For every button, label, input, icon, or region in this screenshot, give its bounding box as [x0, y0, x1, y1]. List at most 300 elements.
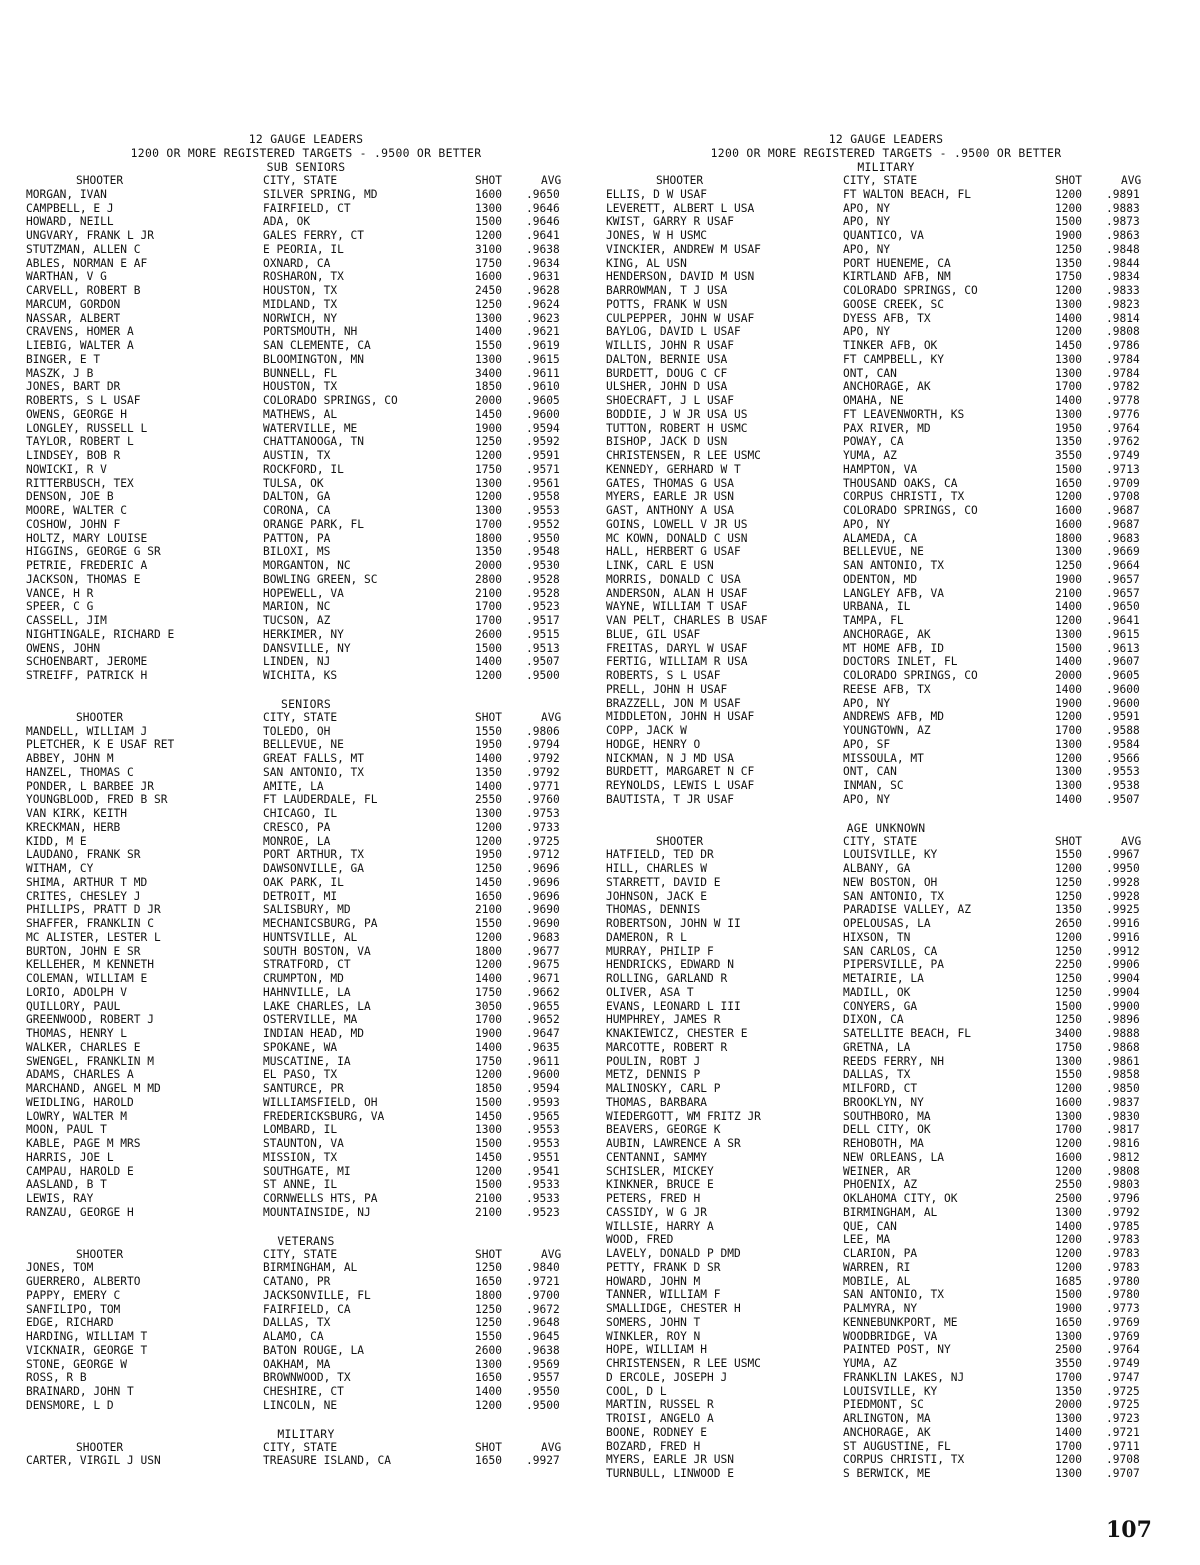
shot-count: 1200: [475, 958, 502, 972]
shooter-name: MYERS, EARLE JR USN: [606, 490, 734, 504]
average: .9550: [526, 1385, 560, 1398]
shooter-name: MARCUM, GORDON: [26, 297, 121, 311]
table-row: [26, 1206, 586, 1220]
table-row: [26, 1110, 586, 1124]
average: .9712: [526, 848, 560, 862]
city-state: ANDREWS AFB, MD: [843, 710, 945, 724]
city-state: LOUISVILLE, KY: [843, 848, 938, 862]
table-row: [606, 518, 1166, 532]
avg-header: AVG: [1121, 834, 1142, 848]
shooter-name: LEVERETT, ALBERT L USA: [606, 201, 755, 215]
shot-count: 1350: [1055, 903, 1082, 917]
city-state: SALISBURY, MD: [263, 903, 351, 917]
average: .9541: [526, 1164, 560, 1178]
shooter-name: WINKLER, ROY N: [606, 1329, 701, 1343]
city-state: BUNNELL, FL: [263, 366, 338, 380]
shooter-name: ANDERSON, ALAN H USAF: [606, 586, 748, 600]
city-state: NORWICH, NY: [263, 311, 338, 325]
average: .9967: [1106, 848, 1140, 862]
average: .9631: [526, 270, 560, 284]
table-row: [606, 1151, 1166, 1165]
shot-count: 1600: [1055, 517, 1082, 531]
city-state: LOMBARD, IL: [263, 1123, 338, 1137]
shot-count: 1200: [1055, 1453, 1082, 1467]
average: .9696: [526, 889, 560, 903]
average: .9646: [526, 215, 560, 229]
city-state: SAN ANTONIO, TX: [843, 559, 945, 572]
table-row: [606, 683, 1166, 697]
city-state: SAN ANTONIO, TX: [843, 1288, 945, 1302]
table-row: [26, 1275, 586, 1289]
shooter-name: JOHNSON, JACK E: [606, 889, 708, 903]
shot-count: 1900: [1055, 572, 1082, 586]
city-state-header: CITY, STATE: [263, 1247, 338, 1261]
shooter-name: ROSS, R B: [26, 1371, 87, 1385]
table-row: [606, 188, 1166, 202]
shot-count: 1550: [1055, 1068, 1082, 1082]
city-state-header: CITY, STATE: [263, 1440, 338, 1454]
city-state: FAIRFIELD, CA: [263, 1302, 351, 1316]
left-column: [26, 132, 586, 1468]
average: .9623: [526, 311, 560, 325]
average: .9927: [526, 1454, 560, 1468]
shooter-name: DALTON, BERNIE USA: [606, 352, 728, 366]
city-state: POWAY, CA: [843, 435, 904, 449]
average: .9769: [1106, 1329, 1140, 1343]
table-row: [26, 1344, 586, 1358]
table-row: [606, 353, 1166, 367]
city-state: DAWSONVILLE, GA: [263, 862, 365, 875]
city-state: MISSION, TX: [263, 1150, 338, 1164]
shot-count: 1700: [1055, 1123, 1082, 1137]
shooter-name: METZ, DENNIS P: [606, 1068, 701, 1082]
shot-count: 1400: [475, 325, 502, 339]
shot-count: 1450: [475, 875, 502, 889]
table-row: [26, 1399, 586, 1413]
city-state: APO, NY: [843, 325, 891, 339]
shot-count: 1400: [475, 972, 502, 985]
city-state: FT LEAVENWORTH, KS: [843, 407, 965, 421]
shot-count: 1850: [475, 1082, 502, 1095]
table-row: [606, 270, 1166, 284]
city-state: OSTERVILLE, MA: [263, 1013, 358, 1027]
average: .9786: [1106, 339, 1140, 352]
shot-count: 1250: [1055, 242, 1082, 256]
city-state: FT CAMPBELL, KY: [843, 352, 945, 366]
shot-count: 3550: [1055, 1357, 1082, 1370]
shot-count: 2500: [1055, 1192, 1082, 1205]
table-row: [26, 422, 586, 436]
shooter-name: LONGLEY, RUSSELL L: [26, 421, 148, 435]
shot-count: 1500: [1055, 462, 1082, 476]
shooter-name: HATFIELD, TED DR: [606, 848, 714, 862]
shooter-name: BARROWMAN, T J USA: [606, 284, 728, 297]
shooter-name: BISHOP, JACK D USN: [606, 435, 728, 449]
average: .9646: [526, 201, 560, 215]
shot-count: 1350: [475, 765, 502, 779]
table-row: [26, 931, 586, 945]
city-state: SPOKANE, WA: [263, 1040, 338, 1054]
shot-count: 2550: [1055, 1178, 1082, 1192]
average: .9725: [1106, 1398, 1140, 1412]
shot-count: 1200: [475, 669, 502, 682]
shot-count: 1550: [475, 917, 502, 930]
table-row: [26, 986, 586, 1000]
city-state: OAK PARK, IL: [263, 875, 344, 889]
table-row: [26, 1041, 586, 1055]
city-state: LOUISVILLE, KY: [843, 1384, 938, 1398]
shooter-name: PONDER, L BARBEE JR: [26, 779, 154, 793]
table-row: [606, 243, 1166, 257]
shot-count: 1550: [1055, 848, 1082, 862]
shot-count: 1200: [475, 1398, 502, 1412]
average: .9550: [526, 531, 560, 545]
table-row: [26, 614, 586, 628]
table-row: [26, 807, 586, 821]
average: .9600: [526, 407, 560, 421]
shot-header: SHOT: [1055, 174, 1082, 187]
average: .9792: [1106, 1205, 1140, 1219]
average: .9837: [1106, 1095, 1140, 1109]
shot-count: 1850: [475, 380, 502, 394]
shooter-name: HANZEL, THOMAS C: [26, 765, 134, 779]
average: .9600: [1106, 696, 1140, 710]
shooter-name: TUTTON, ROBERT H USMC: [606, 421, 748, 435]
shooter-name: CHRISTENSEN, R LEE USMC: [606, 1357, 761, 1370]
city-state: GOOSE CREEK, SC: [843, 297, 945, 311]
average: .9823: [1106, 297, 1140, 311]
avg-header: AVG: [541, 1440, 562, 1454]
table-row: [26, 449, 586, 463]
city-state: DYESS AFB, TX: [843, 311, 931, 325]
shooter-name: GATES, THOMAS G USA: [606, 476, 734, 490]
average: .9769: [1106, 1315, 1140, 1329]
city-state: NEW ORLEANS, LA: [843, 1150, 945, 1164]
city-state: WARREN, RI: [843, 1260, 911, 1274]
shot-count: 1400: [475, 1040, 502, 1054]
shooter-name: LINDSEY, BOB R: [26, 449, 121, 462]
city-state: DOCTORS INLET, FL: [843, 655, 958, 669]
table-row: [26, 642, 586, 656]
shot-count: 1500: [475, 641, 502, 655]
table-row: [606, 545, 1166, 559]
average: .9773: [1106, 1302, 1140, 1315]
average: .9647: [526, 1027, 560, 1040]
average: .9808: [1106, 1164, 1140, 1178]
average: .9615: [526, 352, 560, 366]
city-state: STRATFORD, CT: [263, 958, 351, 972]
shooter-name: PETTY, FRANK D SR: [606, 1260, 721, 1274]
shot-count: 1300: [1055, 366, 1082, 380]
city-state: PAX RIVER, MD: [843, 421, 931, 435]
city-state: OMAHA, NE: [843, 394, 904, 407]
city-state: TULSA, OK: [263, 476, 324, 490]
shooter-name: ROBERTS, S L USAF: [26, 394, 141, 407]
average: .9584: [1106, 737, 1140, 751]
average: .9600: [526, 1068, 560, 1082]
table-row: [606, 890, 1166, 904]
average: .9816: [1106, 1137, 1140, 1150]
shooter-name: KNAKIEWICZ, CHESTER E: [606, 1027, 748, 1040]
shot-count: 1500: [1055, 1288, 1082, 1302]
shooter-name: SHOECRAFT, J L USAF: [606, 394, 734, 407]
shot-count: 1950: [1055, 421, 1082, 435]
average: .9780: [1106, 1274, 1140, 1288]
average: .9861: [1106, 1054, 1140, 1068]
shooter-name: CASSIDY, W G JR: [606, 1205, 708, 1219]
shot-count: 1400: [1055, 792, 1082, 806]
shooter-name: POULIN, ROBT J: [606, 1054, 701, 1068]
average: .9784: [1106, 352, 1140, 366]
shot-header: SHOT: [475, 1440, 502, 1454]
shot-count: 1500: [475, 1095, 502, 1109]
shooter-name: CRITES, CHESLEY J: [26, 889, 141, 903]
shooter-name: LINK, CARL E USN: [606, 559, 714, 572]
shot-count: 2000: [475, 559, 502, 572]
table-row: [26, 188, 586, 202]
table-row: [606, 1123, 1166, 1137]
city-state: METAIRIE, LA: [843, 972, 924, 985]
shot-header: SHOT: [475, 174, 502, 187]
shooter-name: STARRETT, DAVID E: [606, 875, 721, 889]
shot-count: 1600: [475, 187, 502, 201]
city-state: HOUSTON, TX: [263, 284, 338, 297]
table-row: [606, 1261, 1166, 1275]
average: .9792: [526, 752, 560, 765]
city-state: BELLEVUE, NE: [843, 545, 924, 559]
shot-count: 1250: [475, 1261, 502, 1275]
shot-count: 1250: [475, 1316, 502, 1330]
section-title: MILITARY: [277, 1426, 335, 1441]
shooter-name: MIDDLETON, JOHN H USAF: [606, 710, 755, 724]
table-row: [606, 1068, 1166, 1082]
shooter-name: TROISI, ANGELO A: [606, 1412, 714, 1425]
average: .9891: [1106, 187, 1140, 201]
table-row: [606, 1412, 1166, 1426]
average: .9764: [1106, 421, 1140, 435]
shot-count: 1500: [1055, 641, 1082, 655]
average: .9687: [1106, 504, 1140, 517]
table-row: [606, 903, 1166, 917]
city-state: DANSVILLE, NY: [263, 641, 351, 655]
average: .9594: [526, 1082, 560, 1095]
average: .9638: [526, 1343, 560, 1357]
average: .9808: [1106, 325, 1140, 339]
city-state: ALBANY, GA: [843, 862, 911, 875]
table-row: [26, 339, 586, 353]
section-title: VETERANS: [277, 1233, 335, 1248]
shot-count: 2800: [475, 572, 502, 586]
city-state: JACKSONVILLE, FL: [263, 1288, 371, 1302]
shooter-name: JACKSON, THOMAS E: [26, 572, 141, 586]
average: .9747: [1106, 1370, 1140, 1384]
shooter-name: MARTIN, RUSSEL R: [606, 1398, 714, 1412]
shot-count: 1700: [1055, 724, 1082, 737]
shooter-name: VAN KIRK, KEITH: [26, 807, 128, 820]
city-state: HIXSON, TN: [843, 930, 911, 944]
shot-count: 1200: [1055, 1260, 1082, 1274]
shooter-name: CENTANNI, SAMMY: [606, 1150, 708, 1164]
table-row: [606, 477, 1166, 491]
table-row: [26, 518, 586, 532]
table-row: [606, 972, 1166, 986]
table-row: [26, 312, 586, 326]
average: .9928: [1106, 875, 1140, 889]
average: .9687: [1106, 517, 1140, 531]
average: .9783: [1106, 1233, 1140, 1247]
city-state: BELLEVUE, NE: [263, 738, 344, 752]
average: .9749: [1106, 449, 1140, 462]
table-row: [26, 1371, 586, 1385]
city-state: OKLAHOMA CITY, OK: [843, 1192, 958, 1205]
city-state: APO, SF: [843, 737, 891, 751]
average: .9523: [526, 1205, 560, 1219]
shooter-name: PETRIE, FREDERIC A: [26, 559, 148, 572]
average: .9569: [526, 1357, 560, 1371]
table-row: [26, 600, 586, 614]
shooter-name: REYNOLDS, LEWIS L USAF: [606, 779, 755, 792]
table-row: [26, 1027, 586, 1041]
shooter-name: BEAVERS, GEORGE K: [606, 1123, 721, 1137]
shot-count: 2650: [1055, 917, 1082, 930]
shooter-name: COOL, D L: [606, 1384, 667, 1398]
shot-count: 1300: [475, 807, 502, 820]
shooter-header: SHOOTER: [76, 710, 124, 724]
shot-count: 2100: [1055, 586, 1082, 600]
city-state: MARION, NC: [263, 600, 331, 614]
average: .9812: [1106, 1150, 1140, 1164]
shooter-name: WOOD, FRED: [606, 1233, 674, 1247]
shooter-name: MORRIS, DONALD C USA: [606, 572, 741, 586]
table-row: [606, 862, 1166, 876]
shooter-name: BLUE, GIL USAF: [606, 627, 701, 641]
average: .9548: [526, 545, 560, 559]
section-spacer: [26, 1220, 586, 1234]
city-state: INDIAN HEAD, MD: [263, 1027, 365, 1040]
average: .9863: [1106, 229, 1140, 242]
average: .9700: [526, 1288, 560, 1302]
shot-count: 1250: [1055, 972, 1082, 985]
shot-count: 1400: [1055, 394, 1082, 407]
shooter-name: KENNEDY, GERHARD W T: [606, 462, 741, 476]
average: .9635: [526, 1040, 560, 1054]
table-row: [606, 931, 1166, 945]
shot-count: 3400: [1055, 1027, 1082, 1040]
shot-count: 2600: [475, 1343, 502, 1357]
column-header-row: [26, 174, 586, 188]
shooter-name: BOZARD, FRED H: [606, 1439, 701, 1453]
table-row: [606, 380, 1166, 394]
shooter-header: SHOOTER: [76, 1247, 124, 1261]
shot-count: 1250: [475, 862, 502, 875]
city-state: DALLAS, TX: [263, 1316, 331, 1330]
average: .9669: [1106, 545, 1140, 559]
city-state: GRETNA, LA: [843, 1040, 911, 1054]
shot-count: 1200: [475, 490, 502, 504]
table-row: [26, 958, 586, 972]
table-row: [26, 573, 586, 587]
table-row: [26, 945, 586, 959]
shooter-name: MARCOTTE, ROBERT R: [606, 1040, 728, 1054]
city-state: MORGANTON, NC: [263, 559, 351, 572]
shot-count: 1550: [475, 724, 502, 738]
city-state: ONT, CAN: [843, 765, 897, 779]
city-state: ANCHORAGE, AK: [843, 1425, 931, 1439]
city-state: APO, NY: [843, 792, 891, 806]
average: .9611: [526, 1054, 560, 1068]
shot-count: 1300: [1055, 1329, 1082, 1343]
shot-count: 1250: [1055, 1013, 1082, 1027]
table-row: [606, 752, 1166, 766]
shooter-name: MORGAN, IVAN: [26, 187, 107, 201]
city-state: ANCHORAGE, AK: [843, 627, 931, 641]
average: .9553: [526, 504, 560, 517]
shooter-name: SMALLIDGE, CHESTER H: [606, 1302, 741, 1315]
city-state: NEW BOSTON, OH: [843, 875, 938, 889]
table-row: [26, 1303, 586, 1317]
table-row: [606, 958, 1166, 972]
city-state: LINCOLN, NE: [263, 1398, 338, 1412]
average: .9683: [1106, 531, 1140, 545]
average: .9792: [526, 765, 560, 779]
average: .9500: [526, 1398, 560, 1412]
shooter-name: HENDERSON, DAVID M USN: [606, 270, 755, 284]
table-row: [26, 972, 586, 986]
average: .9566: [1106, 751, 1140, 765]
average: .9725: [526, 834, 560, 848]
table-row: [26, 1454, 586, 1468]
shot-count: 1300: [1055, 352, 1082, 366]
shot-count: 3050: [475, 999, 502, 1013]
average: .9834: [1106, 270, 1140, 284]
city-state: PHOENIX, AZ: [843, 1178, 918, 1192]
city-state: MOBILE, AL: [843, 1274, 911, 1288]
table-row: [26, 284, 586, 298]
shooter-name: CARTER, VIRGIL J USN: [26, 1454, 161, 1468]
shooter-name: ELLIS, D W USAF: [606, 187, 708, 201]
table-row: [26, 1385, 586, 1399]
average: .9593: [526, 1095, 560, 1109]
shooter-name: POTTS, FRANK W USN: [606, 297, 728, 311]
average: .9675: [526, 958, 560, 972]
table-row: [26, 1000, 586, 1014]
shot-count: 1550: [475, 1330, 502, 1343]
table-row: [606, 1357, 1166, 1371]
shot-count: 1350: [1055, 435, 1082, 449]
average: .9613: [1106, 641, 1140, 655]
city-state: SAN ANTONIO, TX: [263, 765, 365, 779]
table-row: [606, 1220, 1166, 1234]
table-row: [606, 945, 1166, 959]
shooter-name: CASSELL, JIM: [26, 614, 107, 627]
shot-count: 3550: [1055, 449, 1082, 462]
shooter-name: JONES, W H USMC: [606, 229, 708, 242]
average: .9858: [1106, 1068, 1140, 1082]
shot-count: 1250: [475, 1302, 502, 1316]
average: .9749: [1106, 1357, 1140, 1370]
section-title: SENIORS: [280, 696, 332, 711]
average: .9912: [1106, 944, 1140, 958]
table-row: [606, 765, 1166, 779]
shooter-name: HOPE, WILLIAM H: [606, 1343, 708, 1357]
city-state: CATANO, PR: [263, 1275, 331, 1288]
shooter-name: KRECKMAN, HERB: [26, 820, 121, 834]
average: .9733: [526, 820, 560, 834]
average: .9783: [1106, 1260, 1140, 1274]
table-row: [26, 587, 586, 601]
shooter-name: HENDRICKS, EDWARD N: [606, 958, 734, 972]
average: .9707: [1106, 1467, 1140, 1480]
